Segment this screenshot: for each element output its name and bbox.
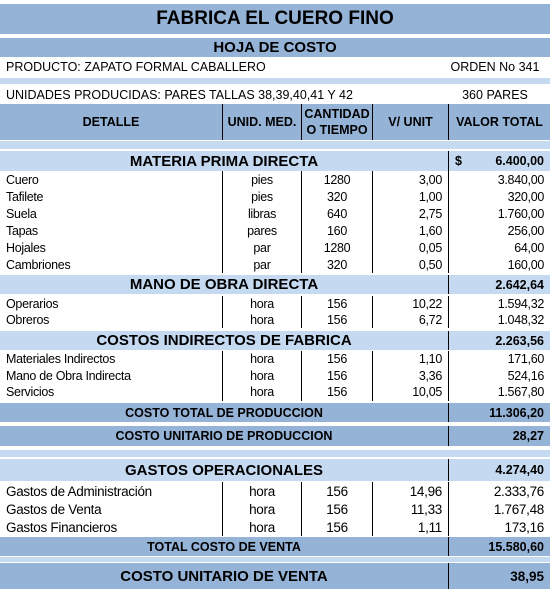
- cell-detail: Suela: [6, 206, 37, 221]
- section-total: 2.642,64: [448, 275, 550, 294]
- table-row: [0, 256, 550, 273]
- table-row: [0, 205, 550, 222]
- spacer-strip: [0, 78, 550, 84]
- cell-detail: Obreros: [6, 313, 50, 327]
- table-row: [0, 351, 550, 368]
- section-header-gastos: [0, 459, 550, 481]
- cell-qty: 1280: [301, 239, 372, 256]
- table-row: [0, 188, 550, 205]
- units-produced-label: UNIDADES PRODUCIDAS: PARES TALLAS 38,39,40,41 Y 42: [6, 87, 353, 102]
- col-total-header: VALOR TOTAL: [448, 104, 550, 140]
- cell-unit: pies: [222, 171, 301, 188]
- cell-total-value: 1.767,48: [448, 500, 550, 518]
- table-row: [0, 518, 550, 536]
- section-total: 4.274,40: [448, 459, 550, 481]
- cell-unit: hora: [222, 518, 301, 536]
- section-title: GASTOS OPERACIONALES: [124, 461, 324, 479]
- cell-unit-value: 0,50: [372, 256, 448, 273]
- cell-total-value: 160,00: [448, 256, 550, 273]
- table-row: [0, 500, 550, 518]
- product-row: [0, 58, 550, 76]
- cell-unit-value: 1,60: [372, 222, 448, 239]
- cell-unit: hora: [222, 351, 301, 368]
- cell-total-value: 1.760,00: [448, 205, 550, 222]
- cell-detail: Gastos Financieros: [6, 519, 117, 535]
- cell-unit-value: 10,05: [372, 384, 448, 401]
- cell-unit: libras: [222, 205, 301, 222]
- cell-detail: Gastos de Administración: [6, 483, 152, 499]
- table-row: [0, 368, 550, 385]
- section-header-indirectos: [0, 331, 550, 350]
- cell-unit-value: 3,00: [372, 171, 448, 188]
- cell-detail: Materiales Indirectos: [6, 352, 116, 367]
- total-sales-cost-label: TOTAL COSTO DE VENTA: [147, 539, 301, 554]
- cell-unit: hora: [222, 312, 301, 328]
- table-row: [0, 239, 550, 256]
- sheet-title-bar: [0, 38, 550, 57]
- cell-unit-value: 1,11: [372, 518, 448, 536]
- currency-symbol: $: [448, 151, 478, 171]
- col-vunit-header: V/ UNIT: [372, 104, 448, 140]
- cell-unit: pares: [222, 222, 301, 239]
- cell-qty: 156: [301, 368, 372, 385]
- total-production-cost-label: COSTO TOTAL DE PRODUCCION: [125, 405, 323, 420]
- unit-production-cost-label: COSTO UNITARIO DE PRODUCCION: [115, 429, 333, 443]
- units-total: 360 PARES: [462, 87, 528, 102]
- product-label: PRODUCTO: ZAPATO FORMAL CABALLERO: [6, 60, 266, 74]
- cell-total-value: 524,16: [448, 368, 550, 385]
- cell-unit-value: 11,33: [372, 500, 448, 518]
- spacer-strip: [0, 141, 550, 149]
- cell-detail: Cambriones: [6, 257, 71, 272]
- cell-total-value: 256,00: [448, 222, 550, 239]
- cell-unit-value: 6,72: [372, 312, 448, 328]
- section-total: 2.263,56: [448, 331, 550, 350]
- cell-unit-value: 10,22: [372, 296, 448, 312]
- cell-unit-value: 1,00: [372, 188, 448, 205]
- cell-total-value: 64,00: [448, 239, 550, 256]
- unit-sales-cost-row: [0, 563, 550, 589]
- cell-unit-value: 14,96: [372, 482, 448, 500]
- col-qty-header: [301, 104, 372, 140]
- cell-unit: par: [222, 256, 301, 273]
- cell-qty: 156: [301, 351, 372, 368]
- cell-total-value: 3.840,00: [448, 171, 550, 188]
- col-unit-header: UNID. MED.: [222, 104, 301, 140]
- cell-unit-value: 3,36: [372, 368, 448, 385]
- cell-unit: pies: [222, 188, 301, 205]
- section-header-materia-prima: [0, 151, 550, 171]
- col-detail-header: DETALLE: [82, 115, 140, 129]
- section-title: MATERIA PRIMA DIRECTA: [129, 152, 319, 170]
- section-total: 6.400,00: [495, 154, 544, 168]
- cell-detail: Operarios: [6, 297, 59, 311]
- cell-qty: 156: [301, 312, 372, 328]
- company-title-bar: [0, 4, 550, 34]
- cell-detail: Tafilete: [6, 189, 44, 204]
- cell-detail: Mano de Obra Indirecta: [6, 368, 131, 383]
- cell-unit: hora: [222, 482, 301, 500]
- cell-total-value: 320,00: [448, 188, 550, 205]
- table-row: [0, 296, 550, 312]
- cell-unit: hora: [222, 296, 301, 312]
- cell-total-value: 1.594,32: [448, 296, 550, 312]
- col-qty-header-line2: O TIEMPO: [306, 123, 368, 137]
- cell-detail: Gastos de Venta: [6, 501, 102, 517]
- table-row: [0, 384, 550, 401]
- col-qty-header-line1: CANTIDAD: [304, 107, 370, 121]
- cell-total-value: 2.333,76: [448, 482, 550, 500]
- table-row: [0, 171, 550, 188]
- cell-total-value: 171,60: [448, 351, 550, 368]
- order-number: ORDEN No 341: [450, 60, 540, 74]
- cell-qty: 156: [301, 384, 372, 401]
- cell-qty: 1280: [301, 171, 372, 188]
- cell-unit-value: 0,05: [372, 239, 448, 256]
- total-sales-cost-value: 15.580,60: [448, 537, 550, 556]
- spacer-strip: [0, 450, 550, 457]
- section-header-mano-obra: [0, 275, 550, 294]
- cell-detail: Hojales: [6, 240, 46, 255]
- cell-qty: 156: [301, 518, 372, 536]
- cell-total-value: 1.567,80: [448, 384, 550, 401]
- table-row: [0, 482, 550, 500]
- cell-qty: 156: [301, 482, 372, 500]
- table-row: [0, 222, 550, 239]
- cell-unit-value: 2,75: [372, 205, 448, 222]
- cell-detail: Tapas: [6, 223, 38, 238]
- total-production-cost-value: 11.306,20: [448, 403, 550, 422]
- total-production-cost-row: [0, 403, 550, 422]
- unit-production-cost-value: 28,27: [448, 426, 550, 446]
- spacer-strip: [0, 557, 550, 562]
- cell-detail: Cuero: [6, 172, 39, 187]
- cell-total-value: 1.048,32: [448, 312, 550, 328]
- unit-sales-cost-label: COSTO UNITARIO DE VENTA: [120, 567, 328, 585]
- total-sales-cost-row: [0, 537, 550, 556]
- cell-qty: 640: [301, 205, 372, 222]
- table-row: [0, 312, 550, 328]
- unit-production-cost-row: [0, 426, 550, 446]
- cell-qty: 160: [301, 222, 372, 239]
- cell-unit: hora: [222, 384, 301, 401]
- cell-qty: 320: [301, 188, 372, 205]
- units-row: [0, 86, 550, 103]
- cell-total-value: 173,16: [448, 518, 550, 536]
- cell-qty: 320: [301, 256, 372, 273]
- cell-unit: par: [222, 239, 301, 256]
- cell-qty: 156: [301, 296, 372, 312]
- cell-unit-value: 1,10: [372, 351, 448, 368]
- column-header-row: [0, 104, 550, 140]
- section-title: MANO DE OBRA DIRECTA: [129, 276, 319, 293]
- sheet-title: HOJA DE COSTO: [213, 39, 337, 56]
- company-title: FABRICA EL CUERO FINO: [156, 8, 394, 29]
- unit-sales-cost-value: 38,95: [448, 563, 550, 589]
- cell-unit: hora: [222, 368, 301, 385]
- section-title: COSTOS INDIRECTOS DE FABRICA: [96, 332, 352, 349]
- cell-unit: hora: [222, 500, 301, 518]
- cell-qty: 156: [301, 500, 372, 518]
- cell-detail: Servicios: [6, 385, 55, 400]
